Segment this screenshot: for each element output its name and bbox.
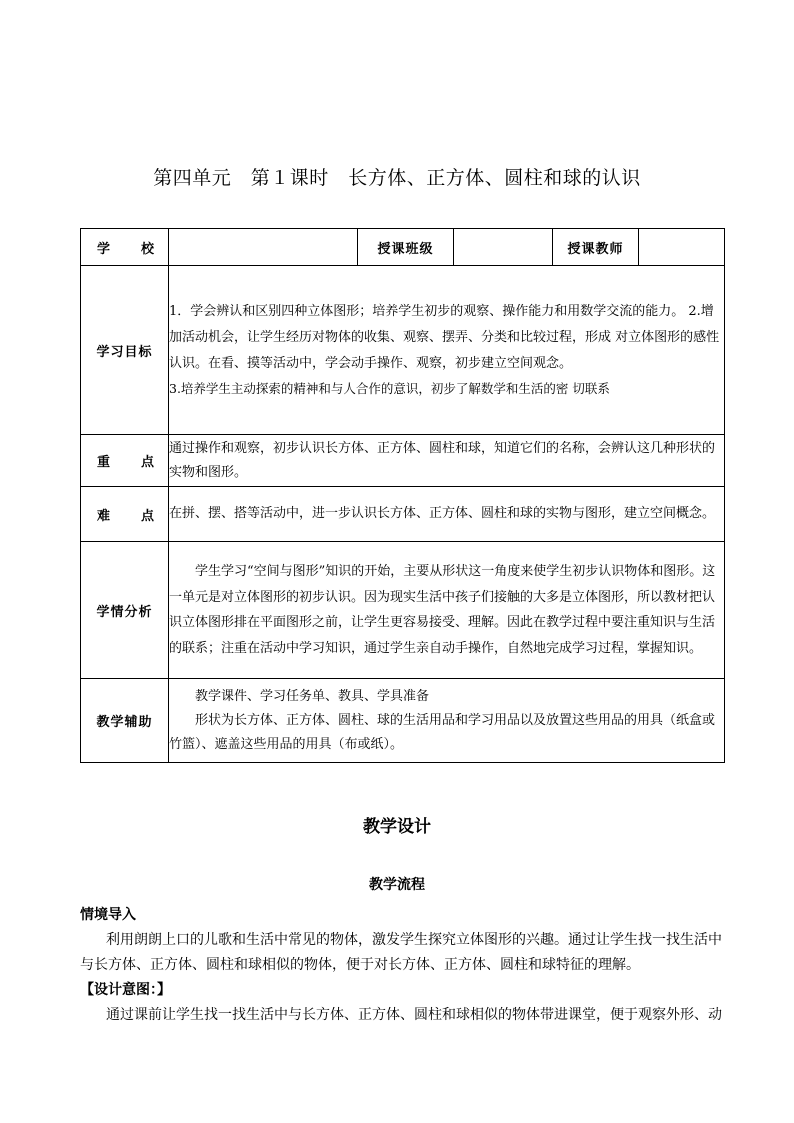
school-value bbox=[169, 229, 358, 266]
table-row bbox=[81, 229, 725, 266]
design-title: 教学设计 bbox=[363, 817, 431, 837]
teacher-value bbox=[639, 229, 725, 266]
design-intent-text: 通过课前让学生找一找生活中与长方体、正方体、圆柱和球相似的物体带进课堂，便于观察外形、动 bbox=[106, 1007, 722, 1023]
goals-content bbox=[169, 266, 725, 435]
lesson-info-table bbox=[80, 228, 725, 763]
table-row bbox=[81, 487, 725, 542]
table-row bbox=[81, 435, 725, 487]
intro-text: 利用朗朗上口的儿歌和生活中常见的物体，激发学生探究立体图形的兴趣。通过让学生找一找生活中与长方体、正方体、圆柱和球相似的物体，便于对长方体、正方体、圆柱和球特征的理解。 bbox=[80, 932, 722, 973]
key-points-content: 通过操作和观察，初步认识长方体、正方体、圆柱和球，知道它们的名称，会辨认这几种形状的实物和图形。 bbox=[169, 435, 725, 487]
difficult-points-label: 难 点 bbox=[81, 487, 169, 542]
goals-text-1: 1．学会辨认和区别四种立体图形；培养学生初步的观察、操作能力和用数学交流的能力。 2.增加活动机会，让学生经历对物体的收集、观察、摆弄、分类和比较过程，形成 对立体图形的感性认识。在看、摸等活动中，学会动手操作、观察，初步建立空间观念。 bbox=[169, 304, 720, 371]
teacher-label: 授课教师 bbox=[553, 229, 639, 266]
table-row bbox=[81, 679, 725, 763]
flow-title: 教学流程 bbox=[369, 877, 425, 893]
aids-label: 教学辅助 bbox=[81, 679, 169, 763]
goals-text-2: 3.培养学生主动探索的精神和与人合作的意识，初步了解数学和生活的密 切联系 bbox=[169, 381, 610, 396]
aids-text-2: 形状为长方体、正方体、圆柱、球的生活用品和学习用品以及放置这些用品的用具（纸盒或竹篮）、遮盖这些用品的用具（布或纸）。 bbox=[169, 712, 716, 752]
page-title: 第四单元 第１课时 长方体、正方体、圆柱和球的认识 bbox=[153, 167, 641, 189]
intro-section bbox=[80, 903, 724, 1028]
aids-text-1: 教学课件、学习任务单、教具、学具准备 bbox=[195, 688, 430, 704]
difficult-points-content: 在拼、摆、搭等活动中，进一步认识长方体、正方体、圆柱和球的实物与图形，建立空间概念。 bbox=[169, 487, 725, 542]
intro-heading: 情境导入 bbox=[80, 907, 136, 923]
design-intent-label: 【设计意图：】 bbox=[80, 982, 171, 998]
analysis-label: 学情分析 bbox=[81, 542, 169, 679]
table-row bbox=[81, 266, 725, 435]
aids-content bbox=[169, 679, 725, 763]
class-label: 授课班级 bbox=[358, 229, 454, 266]
goals-label: 学习目标 bbox=[81, 266, 169, 435]
key-points-label: 重 点 bbox=[81, 435, 169, 487]
class-value bbox=[454, 229, 553, 266]
school-label: 学 校 bbox=[81, 229, 169, 266]
table-row bbox=[81, 542, 725, 679]
analysis-content: 学生学习“空间与图形”知识的开始，主要从形状这一角度来使学生初步认识物体和图形。这一单元是对立体图形的初步认识。因为现实生活中孩子们接触的大多是立体图形，所以教材把认识立体图形排在平面图形之前，让学生更容易接受、理解。因此在教学过程中要注重知识与生活的联系；注重在活动中学习知识，通过学生亲自动手操作，自然地完成学习过程，掌握知识。 bbox=[169, 542, 725, 679]
